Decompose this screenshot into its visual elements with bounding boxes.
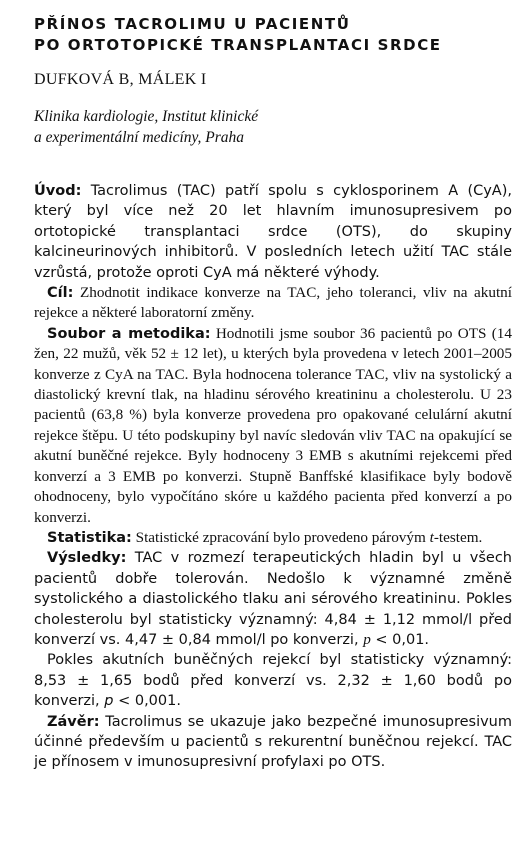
affiliation bbox=[34, 106, 512, 148]
section-vysledky bbox=[34, 548, 512, 650]
section-zaver bbox=[34, 712, 512, 773]
title-line-1: PŘÍNOS TACROLIMU U PACIENTŮ bbox=[34, 15, 351, 33]
pokles-p: p bbox=[104, 693, 114, 710]
vysledky-p: p bbox=[363, 630, 371, 648]
uvod-text: Tacrolimus (TAC) patří spolu s cyklosporinem A (CyA), který byl více než 20 let hlavním imunosupresivem po ortotopické transplantaci srdce (OTS), do skupiny kalcineurinových inhibitorů. V posledních letech užití TAC stále vzrůstá, protože oproti CyA má některé výhody. bbox=[34, 183, 512, 281]
zaver-text: Tacrolimus se ukazuje jako bezpečné imunosupresivum účinné především u pacientů s rekurentní buněčnou rejekcí. TAC je přínosem v imunosupresivní profylaxi po OTS. bbox=[34, 713, 512, 771]
abstract-body bbox=[34, 181, 512, 773]
vysledky-text-a: TAC v rozmezí terapeutických hladin byl u všech pacientů dobře tolerován. Nedošlo k významné změně systolického a diastolického tlaku ani sérového kreatininu. Pokles cholesterolu byl statisticky významný: 4,84 ± 1,12 mmol/l před konverzí vs. 4,47 ± 0,84 mmol/l po konverzi, bbox=[34, 550, 512, 648]
cil-text: Zhodnotit indikace konverze na TAC, jeho toleranci, vliv na akutní rejekce a některé laboratorní změny. bbox=[34, 284, 512, 322]
affiliation-line-1: Klinika kardiologie, Institut klinické bbox=[34, 108, 259, 125]
vysledky-label: Výsledky: bbox=[47, 550, 127, 567]
section-cil bbox=[34, 283, 512, 324]
section-statistika bbox=[34, 528, 512, 548]
section-pokles bbox=[34, 650, 512, 711]
soubor-text: Hodnotili jsme soubor 36 pacientů po OTS (14 žen, 22 mužů, věk 52 ± 12 let), u kterých byla provedena v letech 2001–2005 konverze z CyA na TAC. Byla hodnocena tolerance TAC, vliv na systolický a diastolický krevní tlak, na hladinu sérového kreatininu a cholesterolu. U 23 pacientů (63,8 %) byla konverze provedena pro opakované celulární akutní rejekce štěpu. U této podskupiny byl navíc sledován vliv TAC na opakující se akutní buněčné rejekce. Byly hodnoceny 3 EMB s akutními rejekcemi před konverzí a 3 EMB po konverzi. Stupně Banffské klasifikace byly bodově ohodnoceny, bylo vypočítáno skóre u každého pacienta před konverzí a po konverzi. bbox=[34, 324, 512, 526]
cil-label: Cíl: bbox=[47, 285, 74, 302]
statistika-text-a: Statistické zpracování bylo provedeno párovým bbox=[131, 528, 430, 546]
section-soubor bbox=[34, 324, 512, 528]
statistika-t: t bbox=[429, 528, 434, 546]
statistika-label: Statistika: bbox=[47, 529, 132, 546]
title-line-2: PO ORTOTOPICKÉ TRANSPLANTACI SRDCE bbox=[34, 36, 442, 54]
abstract-page bbox=[34, 14, 512, 773]
section-uvod bbox=[34, 181, 512, 283]
soubor-label: Soubor a metodika: bbox=[47, 325, 211, 342]
pokles-text-a: Pokles akutních buněčných rejekcí byl statisticky významný: 8,53 ± 1,65 bodů před konverzí vs. 2,32 ± 1,60 bodů po konverzi, bbox=[34, 652, 512, 710]
affiliation-line-2: a experimentální medicíny, Praha bbox=[34, 129, 245, 146]
uvod-label: Úvod: bbox=[34, 183, 82, 199]
zaver-label: Závěr: bbox=[47, 713, 100, 730]
vysledky-text-b: < 0,01. bbox=[370, 631, 430, 648]
authors: DUFKOVÁ B, MÁLEK I bbox=[34, 71, 207, 88]
statistika-text-b: -testem. bbox=[433, 528, 483, 546]
pokles-text-b: < 0,001. bbox=[113, 693, 181, 710]
article-title bbox=[34, 14, 512, 56]
